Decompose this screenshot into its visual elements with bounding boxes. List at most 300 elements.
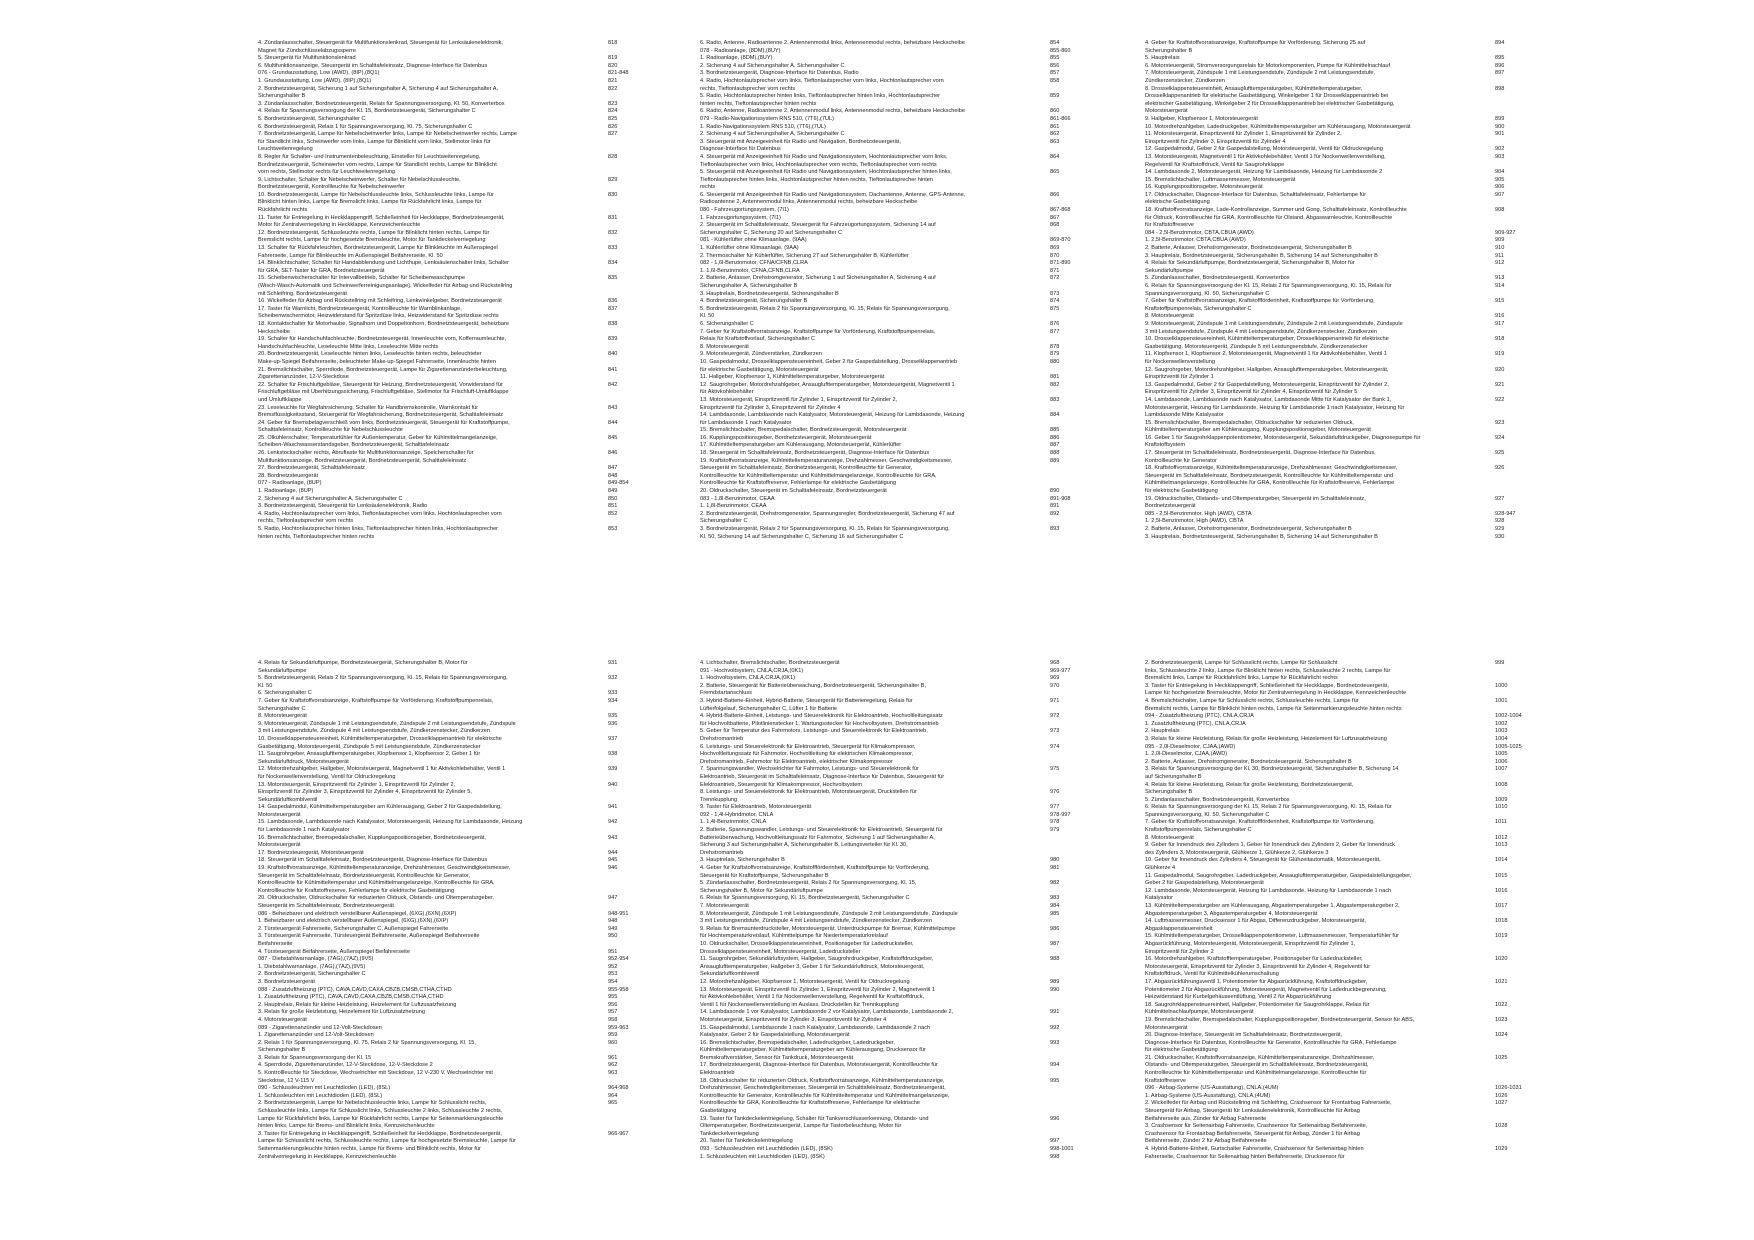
- index-entry: [258, 230, 658, 238]
- entry-title: Heckscheibe: [258, 328, 291, 335]
- index-entry: [700, 215, 1100, 223]
- index-entry: [1145, 1108, 1545, 1116]
- index-entry: [700, 1062, 1100, 1070]
- entry-title: 6. Radio, Antenne, Radioantenne 2, Antennenmodul links, Antennenmodul rechts, beheizbare Heckscheibe: [700, 108, 965, 115]
- entry-title: 4. Relais für Sekundärluftpumpe, Bordnetzsteuergerät, Sicherungshalter B, Motor für: [258, 660, 468, 666]
- entry-title: Leuchtweitenregelung: [258, 146, 313, 153]
- entry-title: 13. Motorsteuergerät, Magnetventil 1 für Aktivkohlebehälter, Ventil 1 für Nockenwellenverstellung,: [1145, 153, 1386, 160]
- entry-title: 6. Sicherungshalter C: [258, 690, 312, 697]
- index-entry: [1145, 956, 1545, 964]
- index-entry: [700, 1138, 1100, 1146]
- entry-page-number: 1029: [1495, 1146, 1508, 1152]
- index-entry: [1145, 48, 1545, 56]
- index-entry: [258, 1131, 658, 1139]
- entry-title: Magnet für Zündschlüsselabzugssperre: [258, 47, 356, 54]
- top-page: [0, 40, 1754, 600]
- index-entry: [258, 789, 658, 797]
- entry-page-number: 861: [1050, 123, 1060, 130]
- bottom-column-1: [258, 660, 658, 1161]
- index-entry: [700, 313, 1100, 321]
- index-entry: [1145, 351, 1545, 359]
- entry-page-number: 906: [1495, 184, 1505, 191]
- entry-title: Glühkerze 4: [1145, 865, 1176, 872]
- index-entry: [700, 192, 1100, 200]
- entry-page-number: 1027: [1495, 1100, 1508, 1107]
- entry-page-number: 892: [1050, 510, 1060, 517]
- entry-page-number: 896: [1495, 62, 1505, 69]
- index-entry: [1145, 329, 1545, 337]
- entry-title: 8. Leistungs- und Steuerelektronik für Elektroantrieb, Motorsteuergerät, Druckstellen für: [700, 789, 917, 796]
- index-entry: [1145, 260, 1545, 268]
- index-entry: [1145, 412, 1545, 420]
- entry-title: 4. Geber für Kraftstoffvorratsanzeige, Kraftstoffförderinheit, Kraftstoffpumpe für Vorförderung,: [700, 865, 930, 872]
- index-entry: [1145, 40, 1545, 48]
- index-entry: [700, 926, 1100, 934]
- entry-title: Trennkupplung: [700, 796, 738, 803]
- index-entry: [258, 283, 658, 291]
- index-entry: [1145, 949, 1545, 957]
- index-entry: [258, 865, 658, 873]
- index-entry: [700, 344, 1100, 352]
- index-entry: [1145, 903, 1545, 911]
- entry-page-number: 1007: [1495, 766, 1508, 773]
- index-entry: [258, 744, 658, 752]
- index-entry: [258, 367, 658, 375]
- entry-title: 18. Kraftstoffvorratsanzeige, Kühlmitteltemperaturanzeige, Drehzahlmesser, Geschwindigkeitsmesser,: [1145, 465, 1398, 472]
- index-entry: [258, 751, 658, 759]
- index-entry: [700, 1131, 1100, 1139]
- entry-title: Kühlmittelmangelanzeige, Kontrollleuchte für GRA, Kontrollleuchte für Kraftstoffreserve, Fehlerlampe: [1145, 480, 1395, 487]
- entry-page-number: 955: [608, 994, 618, 1001]
- entry-page-number: 1005-1025: [1495, 743, 1522, 750]
- index-entry: [700, 131, 1100, 139]
- entry-title: 3. Hauptrelais, Sicherungshalter B: [700, 857, 785, 864]
- entry-title: Sicherungshalter B: [258, 1047, 306, 1054]
- index-entry: [1145, 397, 1545, 405]
- entry-title: Tankdeckelverriegelung: [700, 1130, 759, 1137]
- entry-title: Abgasrückführung, Motorsteuergerät, Motorsteuergerät, Einspritzventil für Zylinder 1,: [1145, 940, 1356, 947]
- index-entry: [1145, 253, 1545, 261]
- entry-title: 6. Radio, Antenne, Radioantenne 2, Antennenmodul links, Antennenmodul rechts, beheizbare Heckscheibe: [700, 40, 965, 46]
- entry-title: 14. Luftmassenmesser, Drucksensor 1 für Abgas, Differenzdruckgeber, Motorsteuergerät,: [1145, 918, 1366, 925]
- entry-page-number: 988: [1050, 956, 1060, 963]
- entry-title: 5. Radio, Hochtonlautsprecher hinten links, Tieftonlautsprecher hinten links, Hochtonlautsprecher: [700, 93, 941, 100]
- index-entry: [700, 971, 1100, 979]
- entry-title: Sekundärluftpumpe: [1145, 267, 1194, 274]
- entry-page-number: 1003: [1495, 728, 1508, 735]
- entry-page-number: 851: [608, 503, 618, 510]
- index-entry: [258, 511, 658, 519]
- entry-title: 3. Türsteuergerät Fahrerseite, Türsteuergerät Beifahrerseite, Außenspiegel Beifahrerseite: [258, 933, 480, 940]
- entry-page-number: 1026-1031: [1495, 1085, 1522, 1092]
- entry-title: für elektrische Gasbetätigung, Motorsteuergerät: [700, 366, 819, 373]
- index-entry: [1145, 199, 1545, 207]
- index-entry: [700, 367, 1100, 375]
- entry-title: 16. Bremslichtschalter, Bremspedalschalter, Kupplungspositionsgeber, Bordnetzsteuergerät,: [258, 834, 486, 841]
- entry-title: Öltemperaturgeber, Bordnetzsteuergerät, Lampe für Tastorbeleuchtung, Motor für: [700, 1123, 902, 1130]
- entry-page-number: 819: [608, 55, 618, 62]
- entry-title: 6. Motorsteuergerät, Stromversorgungsrelais für Motorkomponenten, Pumpe für Kühlmittelnachlauf: [1145, 62, 1390, 69]
- entry-title: 6. Relais für Spannungsversorgung der Kl. 15, Relais 2 für Spannungsversorgung, Kl. 15, Relais für: [1145, 804, 1392, 811]
- index-entry: [258, 154, 658, 162]
- entry-title: Radioantenne 2, Antennenmodul links, Antennenmodul rechts, beheizbare Heckscheibe: [700, 199, 918, 206]
- entry-page-number: 956: [608, 1001, 618, 1008]
- index-entry: [1145, 306, 1545, 314]
- index-entry: [700, 713, 1100, 721]
- index-entry: [258, 55, 658, 63]
- index-entry: [258, 405, 658, 413]
- entry-page-number: 936: [608, 720, 618, 727]
- entry-title: Motorsteuergerät, Heizung für Lambdasonde, Heizung für Lambdasonde 1 nach Katalysator, Heizung für: [1145, 404, 1405, 411]
- index-entry: [258, 435, 658, 443]
- entry-title: 083 - 1,8l-Benzinmotor, CEAA: [700, 495, 775, 502]
- entry-title: Abgastemperaturgeber 3, Abgastemperaturgeber 4, Motorsteuergerät: [1145, 910, 1318, 917]
- entry-title: 11. Hallgeber, Klopfsensor 1, Kühlmitteltemperaturgeber, Motorsteuergerät: [700, 374, 885, 381]
- entry-page-number: 823: [608, 100, 618, 107]
- entry-title: 5. Geber für Temperatur des Fahrmotors, Leistungs- und Steuerelektronik für Elektroantrieb,: [700, 728, 928, 735]
- entry-title: Bremslicht rechts, Lampe für hochgesetzte Bremsleuchte, Motor für Tankdeckelverriegelung: [258, 237, 486, 244]
- entry-title: für Lambdasonde 1 nach Katalysator: [258, 827, 350, 834]
- entry-page-number: 830: [608, 191, 618, 198]
- index-entry: [258, 503, 658, 511]
- index-entry: [258, 177, 658, 185]
- entry-page-number: 998: [1050, 1153, 1060, 1160]
- entry-title: 4. Türsteuergerät Beifahrerseite, Außenspiegel Beifahrerseite: [258, 948, 410, 955]
- index-entry: [1145, 1154, 1545, 1162]
- entry-title: für Aktivkohlebehälter, Ventil 1 für Nockenwellenverstellung, Regelventil für Kraftstoffdruck,: [700, 994, 925, 1001]
- index-entry: [258, 48, 658, 56]
- index-entry: [258, 736, 658, 744]
- index-entry: [258, 101, 658, 109]
- entry-page-number: 1026: [1495, 1092, 1508, 1099]
- entry-title: 3. Taster für Entriegelung in Heckklappengriff, Schließeinheit für Heckklappe, Bordnetzsteuergerät,: [258, 1130, 502, 1137]
- index-entry: [1145, 706, 1545, 714]
- entry-page-number: 856: [1050, 62, 1060, 69]
- index-entry: [1145, 835, 1545, 843]
- index-entry: [700, 306, 1100, 314]
- entry-title: 14. Gaspedalmodul, Kühlmitteltemperaturgeber am Kühlerausgang, Geber 2 für Gaspedalstellung,: [258, 804, 502, 811]
- entry-title: 1. Airbag-Systeme (US-Ausstattung), CNLA,(4UM): [1145, 1092, 1271, 1099]
- index-entry: [700, 518, 1100, 526]
- entry-title: Kraftstoffsystem: [1145, 442, 1185, 449]
- entry-page-number: 876: [1050, 320, 1060, 327]
- entry-title: 087 - Diebstahlwarnanlage, (7AG),(7AZ),(9V5): [258, 956, 374, 963]
- entry-title: 2. Bordnetzsteuergerät, Lampe für Nebelschlussleuchte links, Lampe für Schlusslicht rechts,: [258, 1100, 487, 1107]
- entry-title: 1. Hochvoltsystem, CNLA,CRJA,(0K1): [700, 675, 796, 682]
- index-entry: [700, 1055, 1100, 1063]
- entry-title: 1. Grundausstattung, Low (AWD), (8IP),(8Q1): [258, 77, 372, 84]
- index-entry: [700, 675, 1100, 683]
- entry-page-number: 827: [608, 131, 618, 138]
- entry-title: Lambdasonde Mitte Katalysator: [1145, 412, 1224, 419]
- entry-title: Kl. 50: [700, 313, 715, 320]
- entry-page-number: 886: [1050, 434, 1060, 441]
- index-entry: [1145, 751, 1545, 759]
- entry-title: 14. Lambdasonde 1 vor Katalysator, Lambdasonde 2 vor Katalysator, Lambdasonde, Lambdasonde 2,: [700, 1009, 954, 1016]
- index-entry: [700, 774, 1100, 782]
- entry-page-number: 1028: [1495, 1123, 1508, 1130]
- index-entry: [1145, 78, 1545, 86]
- entry-title: 090 - Schlussleuchten mit Leuchtdioden (LED), (8SL): [258, 1085, 391, 1092]
- entry-page-number: 911: [1495, 252, 1504, 259]
- entry-title: 4. Steuergerät mit Anzeigeeinheit für Radio und Navigationssystem, Hochtonlautsprecher vorn links,: [700, 153, 948, 160]
- entry-title: Einspritzventil für Zylinder 2: [1145, 948, 1214, 955]
- entry-page-number: 980: [1050, 857, 1060, 864]
- entry-page-number: 874: [1050, 298, 1060, 305]
- entry-page-number: 981: [1050, 865, 1060, 872]
- entry-title: 1. Diebstahlwarnanlage, (7AG),(7AZ),(9V5): [258, 963, 366, 970]
- entry-page-number: 916: [1495, 313, 1505, 320]
- entry-title: Schlussleuchte links, Lampe für Schlusslicht links, Schlussleuchte 2 links, Schlussleuchte 2 rechts,: [258, 1108, 503, 1115]
- entry-title: für elektrische Gasbetätigung: [1145, 488, 1218, 495]
- entry-page-number: 968: [1050, 660, 1060, 666]
- entry-title: 6. Relais für Spannungsversorgung, Kl. 15, Bordnetzsteuergerät, Sicherungshalter C: [700, 895, 910, 902]
- index-entry: [258, 964, 658, 972]
- index-entry: [700, 660, 1100, 668]
- entry-title: 091 - Hochvoltsystem, CNLA,CRJA,(0K1): [700, 667, 804, 674]
- entry-title: Kl. 50: [258, 682, 273, 689]
- entry-title: 16. Kupplungspositionsgeber, Bordnetzsteuergerät, Motorsteuergerät: [700, 434, 872, 441]
- entry-page-number: 848: [608, 472, 618, 479]
- index-entry: [1145, 850, 1545, 858]
- entry-title: Zigarettenanzünder, 12-V-Steckdose: [258, 374, 349, 381]
- entry-page-number: 971: [1050, 697, 1060, 704]
- index-entry: [258, 895, 658, 903]
- entry-page-number: 885: [1050, 427, 1060, 434]
- index-entry: [700, 450, 1100, 458]
- index-entry: [700, 1093, 1100, 1101]
- entry-title: Tieftonlautsprecher vorn links, Hochtonlautsprecher vorn rechts, Tieftonlautsprecher vorn rechts: [700, 161, 937, 168]
- entry-title: links, Schlussleuchte 2 links, Lampe für Blinklicht hinten rechts, Schlussleuchte 2 rechts, Lampe für: [1145, 667, 1391, 674]
- entry-title: 077 - Radioanlage, (8UP): [258, 480, 322, 487]
- entry-title: 15. Bremslichtschalter, Bremspedalschalter, Bordnetzsteuergerät, Motorsteuergerät: [700, 427, 907, 434]
- entry-title: Crashsensor für Frontairbag Beifahrerseite, Steuergerät für Airbag, Zünder 1 für Airbag: [1145, 1130, 1360, 1137]
- entry-title: 094 - Zusatzluftheizung (PTC), CNLA,CRJA: [1145, 713, 1254, 720]
- entry-page-number: 939: [608, 766, 618, 773]
- entry-title: 2. Steuergerät im Schalttafeleinsatz, Steuergerät für Fahrzeugortungssystem, Sicherung 14 auf: [700, 222, 936, 229]
- entry-title: 3. Hauptrelais, Bordnetzsteuergerät, Sicherungshalter B: [700, 290, 839, 297]
- index-entry: [1145, 245, 1545, 253]
- index-entry: [700, 374, 1100, 382]
- entry-title: Motorsteuergerät: [258, 842, 301, 849]
- entry-title: 10. Geber für Innendruck des Zylinders 4, Steuergerät für Glühzeitautomatik, Motorsteuergerät,: [1145, 857, 1381, 864]
- index-entry: [258, 268, 658, 276]
- entry-page-number: 958: [608, 1016, 618, 1023]
- entry-page-number: 824: [608, 108, 618, 115]
- entry-page-number: 882: [1050, 381, 1060, 388]
- entry-page-number: 1025: [1495, 1054, 1508, 1061]
- entry-page-number: 935: [608, 713, 618, 720]
- entry-page-number: 986: [1050, 925, 1060, 932]
- entry-title: Ölstands- und Öltemperaturgeber, Steuergerät im Schalttafeleinsatz, Bordnetzsteuergerät,: [1145, 1062, 1369, 1069]
- index-entry: [258, 473, 658, 481]
- index-entry: [1145, 207, 1545, 215]
- index-entry: [258, 1078, 658, 1086]
- index-entry: [700, 1047, 1100, 1055]
- index-entry: [258, 306, 658, 314]
- index-entry: [1145, 534, 1545, 542]
- entry-title: 1. 2,5l-Benzinmotor, CBTA,CBUA (AWD): [1145, 237, 1246, 244]
- entry-title: Steuergerät im Schalttafeleinsatz, Bordnetzsteuergerät, Kontrollleuchte für Generator,: [258, 872, 471, 879]
- entry-title: 14. Lambdasonde 2, Motorsteuergerät, Heizung für Lambdasonde, Heizung für Lambdasonde 2: [1145, 169, 1383, 176]
- entry-page-number: 961: [608, 1054, 618, 1061]
- entry-page-number: 989: [1050, 978, 1060, 985]
- index-entry: [258, 713, 658, 721]
- index-entry: [258, 911, 658, 919]
- entry-page-number: 915: [1495, 298, 1505, 305]
- index-entry: [700, 511, 1100, 519]
- entry-page-number: 949: [608, 925, 618, 932]
- entry-title: 10. Motordrehzahlgeber, Ladedruckgeber, Kühlmitteltemperaturgeber am Kühlerausgang, Motorsteuergerät: [1145, 123, 1411, 130]
- index-entry: [700, 1108, 1100, 1116]
- entry-page-number: 1015: [1495, 872, 1508, 879]
- index-entry: [1145, 70, 1545, 78]
- index-entry: [700, 93, 1100, 101]
- index-entry: [1145, 1100, 1545, 1108]
- entry-title: 5. Zündanlassschalter, Bordnetzsteuergerät, Konverterbox: [1145, 275, 1290, 282]
- entry-title: 18. Kraftstoffvorratsanzeige, Lade-Kontrollanzeige, Summer und Gong, Schalttafeleinsatz, Kontrollleuchte: [1145, 207, 1407, 214]
- entry-page-number: 877: [1050, 328, 1060, 335]
- entry-page-number: 996: [1050, 1115, 1060, 1122]
- index-entry: [258, 759, 658, 767]
- entry-page-number: 899: [1495, 115, 1505, 122]
- entry-title: 11. Taster für Entriegelung in Heckklappengriff, Schließeinheit für Heckklappe, Bordnetzsteuergerät,: [258, 214, 505, 221]
- bottom-column-3: [1145, 660, 1545, 1161]
- entry-title: 7. Geber für Kraftstoffvorratsanzeige, Kraftstoffpumpe für Vorförderung, Kraftstoffpumpenrelais,: [700, 328, 936, 335]
- entry-title: 19. Taster für Tankdeckelentriegelung, Schalter für Tankverschlusserkennung, Ölstands- und: [700, 1115, 929, 1122]
- entry-title: Frischluftgebläse mit Überhitzungssicherung, Frischluftgebläse, Stellmotor für Frischluft-Umluftklappe: [258, 389, 509, 396]
- entry-title: 1. Schlussleuchten mit Leuchtdioden (LED), (8SK): [700, 1153, 825, 1160]
- index-entry: [700, 949, 1100, 957]
- index-entry: [1145, 336, 1545, 344]
- entry-title: 11. Saugrohrgeber, Sekundärluftsystem, Hallgeber, Saugrohrdruckgeber, Kraftstoffdruckgeber,: [700, 956, 934, 963]
- entry-title: 2. Wickelfeder für Airbag und Rückstellring mit Schleifring, Crashsensor für Frontairbag Fahrerseite,: [1145, 1100, 1392, 1107]
- index-entry: [700, 873, 1100, 881]
- entry-title: 6. Relais für Spannungsversorgung der Kl. 15, Relais 2 für Spannungsversorgung, Kl. 15, Relais für: [1145, 283, 1392, 289]
- entry-title: Fahrerseite, Crashsensor für Seitenairbag hinten Beifahrerseite, Drucksensor für: [1145, 1153, 1345, 1160]
- index-entry: [700, 933, 1100, 941]
- index-entry: [258, 237, 658, 245]
- entry-title: und Umluftklappe: [258, 396, 302, 403]
- entry-title: 1. 1,4l-Benzinmotor, CNLA: [700, 819, 767, 826]
- entry-page-number: 919: [1495, 351, 1505, 358]
- index-entry: [258, 146, 658, 154]
- entry-page-number: 836: [608, 298, 618, 305]
- entry-title: Kraftstoffreserve: [1145, 1077, 1186, 1084]
- entry-title: 17. Steuergerät im Schalttafeleinsatz, Bordnetzsteuergerät, Diagnose-Interface für Datenbus,: [1145, 450, 1376, 457]
- index-entry: [700, 994, 1100, 1002]
- index-entry: [700, 1154, 1100, 1162]
- index-entry: [700, 683, 1100, 691]
- index-entry: [258, 949, 658, 957]
- index-entry: [700, 253, 1100, 261]
- index-entry: [700, 1116, 1100, 1124]
- entry-title: 9. Taster für Elektroantrieb, Motorsteuergerät: [700, 804, 812, 811]
- index-entry: [1145, 1002, 1545, 1010]
- index-entry: [700, 412, 1100, 420]
- entry-page-number: 951: [608, 948, 618, 955]
- entry-title: 2. Sicherung 4 auf Sicherungshalter A, Sicherungshalter C: [700, 62, 845, 69]
- entry-page-number: 862: [1050, 131, 1060, 138]
- entry-page-number: 1016: [1495, 887, 1508, 894]
- index-entry: [1145, 465, 1545, 473]
- entry-page-number: 833: [608, 245, 618, 252]
- entry-page-number: 883: [1050, 396, 1060, 403]
- entry-title: 085 - 2,5l-Benzinmotor, High (AWD), CBTA: [1145, 510, 1252, 517]
- entry-page-number: 881: [1050, 374, 1060, 381]
- entry-title: 3. Relais für Spannungsversorgung der Kl. 15: [258, 1054, 372, 1061]
- index-entry: [700, 1070, 1100, 1078]
- entry-page-number: 927: [1495, 495, 1505, 502]
- index-entry: [258, 888, 658, 896]
- entry-title: 23. Leseleuchte für Wegfahrsicherung, Schalter für Handbremskontrolle, Warnkontakt für: [258, 404, 479, 411]
- entry-page-number: 969-977: [1050, 667, 1071, 674]
- index-entry: [700, 819, 1100, 827]
- index-entry: [1145, 405, 1545, 413]
- entry-page-number: 849: [608, 488, 618, 495]
- index-entry: [700, 260, 1100, 268]
- entry-title: 2. Batterie, Anlasser, Drehstromgenerator, Bordnetzsteuergerät, Sicherungshalter B: [1145, 758, 1352, 765]
- index-entry: [700, 177, 1100, 185]
- entry-page-number: 870: [1050, 252, 1060, 259]
- entry-page-number: 924: [1495, 434, 1505, 441]
- index-entry: [258, 397, 658, 405]
- entry-title: Motorsteuergerät: [1145, 108, 1188, 115]
- entry-title: rechts, Tieftonlautsprecher vorn rechts: [700, 85, 796, 92]
- index-entry: [700, 1040, 1100, 1048]
- entry-page-number: 937: [608, 735, 618, 742]
- entry-title: 2. Relais 1 für Spannungsversorgung, Kl. 75, Relais 2 für Spannungsversorgung, Kl. 15,: [258, 1039, 476, 1046]
- entry-page-number: 1000: [1495, 682, 1508, 689]
- entry-title: Scheibenwischermotor, Heizwiderstand für Spritzdüse links, Heizwiderstand für Spritzdüse rechts: [258, 313, 499, 320]
- index-entry: [1145, 124, 1545, 132]
- index-entry: [700, 435, 1100, 443]
- entry-title: 16. Geber 1 für Saugrohrklappenpotentiometer, Motorsteuergerät, Sekundärluftdruckgeber, Diagnosepumpe für: [1145, 434, 1421, 441]
- index-entry: [1145, 812, 1545, 820]
- index-entry: [258, 690, 658, 698]
- index-entry: [258, 1009, 658, 1017]
- entry-title: für Standlicht links, Scheinwerfer vorn links, Lampe für Blinklicht vorn links, Stellmotor links für: [258, 138, 491, 145]
- entry-page-number: 933: [608, 690, 618, 697]
- entry-page-number: 864: [1050, 153, 1060, 160]
- entry-title: Make-up-Spiegel Beifahrerseite, beleuchteter Make-up-Spiegel Fahrerseite, Innenleuchte hinten: [258, 358, 496, 365]
- entry-title: 5. Bordnetzsteuergerät, Relais 2 für Spannungsversorgung, Kl. 15, Relais für Spannungsversorgung,: [258, 675, 508, 682]
- index-entry: [1145, 766, 1545, 774]
- index-entry: [700, 78, 1100, 86]
- index-entry: [258, 728, 658, 736]
- entry-title: 2. Batterie, Spannungswandler, Leistungs- und Steuerelektronik für Elektroantrieb, Steuergerät für: [700, 827, 943, 834]
- index-entry: [1145, 933, 1545, 941]
- entry-page-number: 1005: [1495, 751, 1508, 758]
- entry-page-number: 955-958: [608, 986, 629, 993]
- index-entry: [700, 888, 1100, 896]
- entry-title: 4. Bordnetzsteuergerät, Sicherungshalter B: [700, 298, 808, 305]
- index-entry: [1145, 93, 1545, 101]
- index-entry: [1145, 774, 1545, 782]
- index-entry: [258, 1025, 658, 1033]
- entry-title: Sekundärluftkombiventil: [700, 971, 760, 978]
- index-entry: [258, 956, 658, 964]
- index-entry: [1145, 450, 1545, 458]
- index-entry: [700, 237, 1100, 245]
- index-entry: [700, 526, 1100, 534]
- index-entry: [1145, 1009, 1545, 1017]
- entry-title: 3. Crashsensor für Seitenairbag Fahrerseite, Crashsensor für Seitenairbag Beifahrerseite,: [1145, 1123, 1368, 1130]
- index-entry: [258, 222, 658, 230]
- entry-title: 1. Radio-Navigationssystem RNS 510, (7T6),(7UL): [700, 123, 826, 130]
- index-entry: [258, 488, 658, 496]
- entry-title: 18. Öldruckschalter für reduzierten Öldruck, Kraftstoffvorratsanzeige, Kühlmitteltemperaturanzeige,: [700, 1077, 945, 1084]
